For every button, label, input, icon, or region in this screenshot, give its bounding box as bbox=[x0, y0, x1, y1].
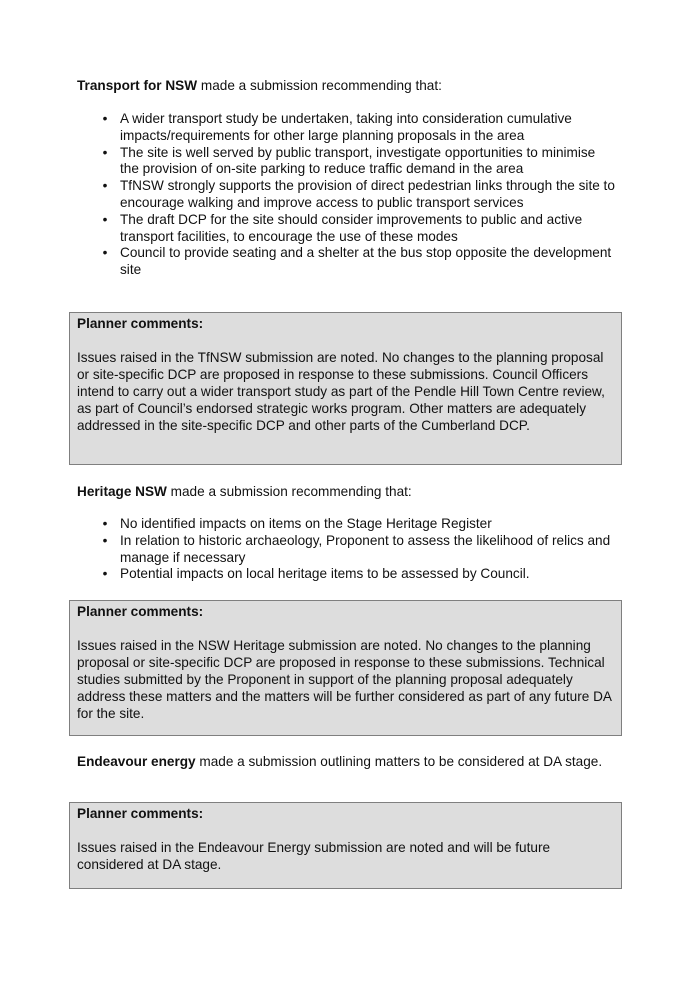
list-item-text: The draft DCP for the site should consider improvements to public and active transport facilities, to encourage the use of these modes bbox=[120, 211, 583, 244]
list-item bbox=[77, 178, 617, 212]
bullet-icon: • bbox=[102, 211, 108, 227]
heritage-planner-comments bbox=[69, 600, 622, 736]
comment-body: Issues raised in the NSW Heritage submission are noted. No changes to the planning proposal or site-specific DCP are proposed in response to these submissions. Technical studies submitted by the Proponent in support of the planning proposal adequately address these matters and the matters will be further considered as part of any future DA for the site. bbox=[77, 638, 612, 721]
list-item-text: Potential impacts on local heritage items to be assessed by Council. bbox=[120, 566, 530, 582]
list-item bbox=[77, 111, 617, 145]
list-item-text: The site is well served by public transport, investigate opportunities to minimise the provision of on-site parking to reduce traffic demand in the area bbox=[120, 144, 596, 177]
list-item bbox=[77, 516, 617, 533]
comment-heading: Planner comments: bbox=[77, 806, 204, 821]
transport-bullet-list bbox=[77, 111, 617, 279]
list-item-text: Council to provide seating and a shelter at the bus stop opposite the development site bbox=[120, 245, 612, 278]
endeavour-planner-comments bbox=[69, 802, 622, 889]
heritage-bullet-list bbox=[77, 516, 617, 583]
bullet-icon: • bbox=[102, 144, 108, 160]
comment-heading: Planner comments: bbox=[77, 604, 204, 619]
comment-body: Issues raised in the Endeavour Energy submission are noted and will be future considered at DA stage. bbox=[77, 840, 551, 872]
list-item bbox=[77, 533, 617, 567]
bullet-icon: • bbox=[102, 532, 108, 548]
transport-intro bbox=[77, 77, 617, 94]
bullet-icon: • bbox=[102, 178, 108, 194]
intro-text: made a submission recommending that: bbox=[197, 78, 442, 93]
org-name: Heritage NSW bbox=[77, 484, 167, 499]
bullet-icon: • bbox=[102, 566, 108, 582]
list-item bbox=[77, 212, 617, 246]
list-item bbox=[77, 145, 617, 179]
list-item-text: TfNSW strongly supports the provision of direct pedestrian links through the site to encourage walking and improve access to public transport services bbox=[120, 178, 615, 210]
bullet-icon: • bbox=[102, 111, 108, 126]
comment-body: Issues raised in the TfNSW submission are noted. No changes to the planning proposal or site-specific DCP are proposed in response to these submissions. Council Officers intend to carry out a wider transport study as part of the Pendle Hill Town Centre review, as part of Council’s endorsed strategic works program. Other matters are adequately addressed in the site-specific DCP and other parts of the Cumberland DCP. bbox=[77, 350, 605, 433]
transport-planner-comments bbox=[69, 312, 622, 465]
list-item bbox=[77, 566, 617, 583]
intro-text: made a submission recommending that: bbox=[166, 484, 412, 499]
endeavour-intro bbox=[77, 753, 617, 770]
intro-text: made a submission outlining matters to be considered at DA stage. bbox=[195, 754, 603, 769]
bullet-icon: • bbox=[102, 516, 108, 531]
org-name: Endeavour energy bbox=[77, 754, 196, 769]
list-item-text: In relation to historic archaeology, Proponent to assess the likelihood of relics and manage if necessary bbox=[120, 532, 611, 565]
comment-heading: Planner comments: bbox=[77, 316, 204, 331]
bullet-icon: • bbox=[102, 245, 108, 261]
list-item-text: A wider transport study be undertaken, taking into consideration cumulative impacts/requirements for other large planning proposals in the area bbox=[120, 111, 572, 143]
list-item bbox=[77, 245, 617, 279]
org-name: Transport for NSW bbox=[77, 78, 198, 93]
list-item-text: No identified impacts on items on the Stage Heritage Register bbox=[120, 516, 492, 531]
heritage-intro bbox=[77, 483, 617, 500]
